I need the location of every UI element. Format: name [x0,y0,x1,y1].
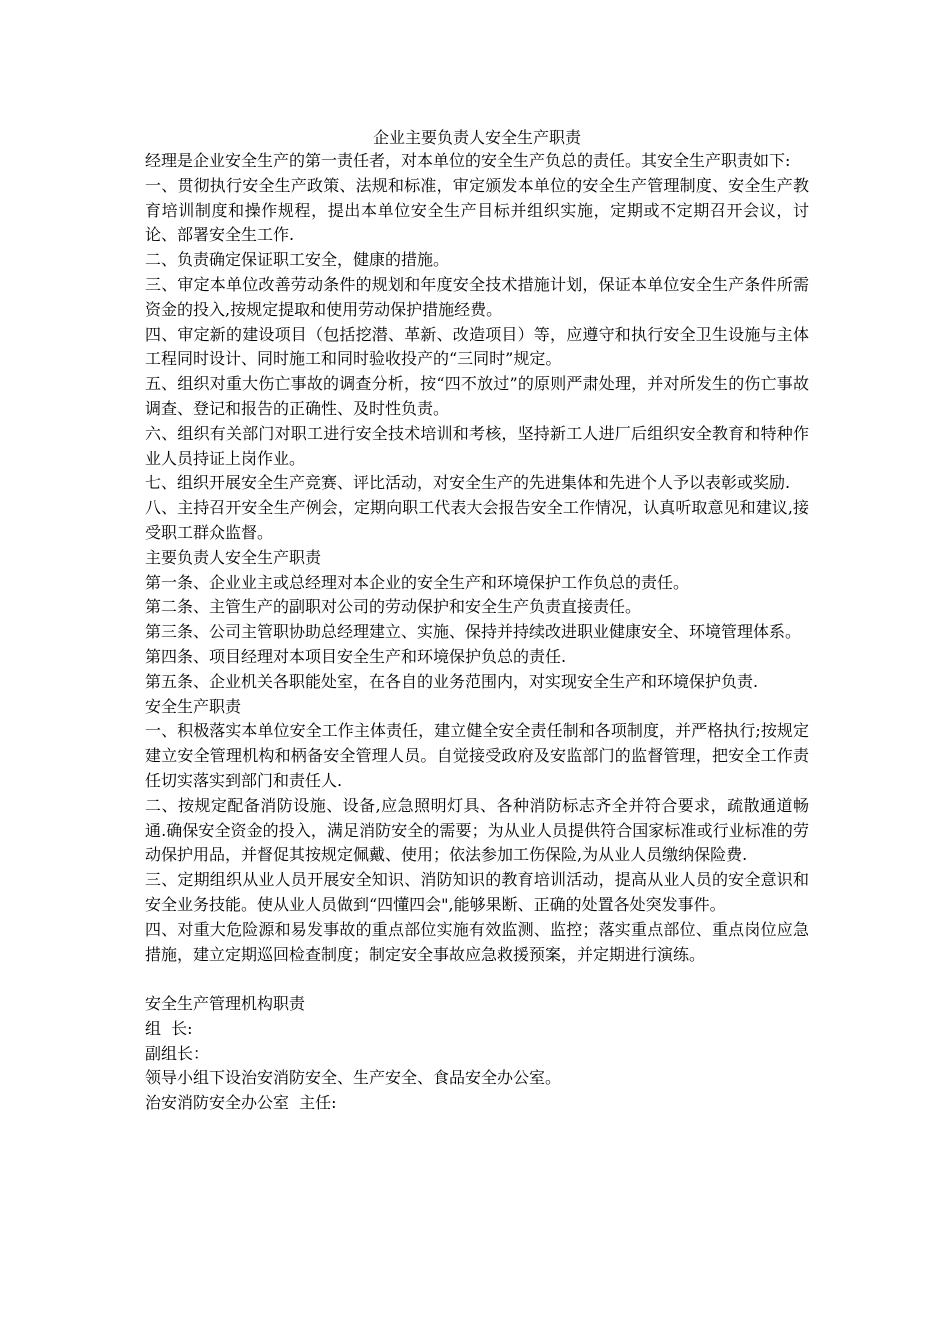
safety-item-4: 四、对重大危险源和易发事故的重点部位实施有效监测、监控；落实重点部位、重点岗位应急措施，建立定期巡回检查制度；制定安全事故应急救援预案，并定期进行演练。 [145,919,809,964]
article-3: 第三条、公司主管职协助总经理建立、实施、保持并持续改进职业健康安全、环境管理体系。 [145,622,802,642]
article-4: 第四条、项目经理对本项目安全生产和环境保护负总的责任. [145,646,567,666]
document-page [145,127,809,1116]
intro-paragraph: 经理是企业安全生产的第一责任者，对本单位的安全生产负总的责任。其安全生产职责如下: [145,151,791,170]
org-line-offices: 领导小组下设治安消防安全、生产安全、食品安全办公室。 [145,1068,562,1088]
duty-item-3: 三、审定本单位改善劳动条件的规划和年度安全技术措施计划，保证本单位安全生产条件所需资金的投入,按规定提取和使用劳动保护措施经费。 [145,274,809,319]
duty-item-7: 七、组织开展安全生产竞赛、评比活动，对安全生产的先进集体和先进个人予以表彰或奖励. [145,473,791,493]
article-5: 第五条、企业机关各职能处室，在各自的业务范围内，对实现安全生产和环境保护负责. [145,671,759,691]
org-line-deputy: 副组长： [145,1043,210,1063]
section-heading-safety: 安全生产职责 [145,696,242,716]
duty-item-4: 四、审定新的建设项目（包括挖潜、革新、改造项目）等，应遵守和执行安全卫生设施与主体工程同时设计、同时施工和同时验收投产的“三同时”规定。 [145,324,809,369]
safety-item-1: 一、积极落实本单位安全工作主体责任，建立健全安全责任制和各项制度，并严格执行;按规定建立安全管理机构和柄备安全管理人员。自觉接受政府及安监部门的监督管理，把安全工作责任切实落实到部门和责任人. [145,721,809,790]
duty-item-1: 一、贯彻执行安全生产政策、法规和标准，审定颁发本单位的安全生产管理制度、安全生产教育培训制度和操作规程，提出本单位安全生产目标并组织实施，定期或不定期召开会议，讨论、部署安全生工作. [145,175,809,245]
article-1: 第一条、企业业主或总经理对本企业的安全生产和环境保护工作负总的责任。 [145,572,690,592]
document-title: 企业主要负责人安全生产职责 [372,128,581,147]
safety-item-2: 二、按规定配备消防设施、设备,应急照明灯具、各种消防标志齐全并符合要求，疏散通道畅通.确保安全资金的投入，满足消防安全的需要；为从业人员提供符合国家标准或行业标准的劳动保护用品，并督促其按规定佩戴、使用；依法参加工伤保险,为从业人员缴纳保险费. [145,795,809,865]
duty-item-6: 六、组织有关部门对职工进行安全技术培训和考核，坚持新工人进厂后组织安全教育和特种作业人员持证上岗作业。 [145,423,809,468]
blank-line [145,967,809,992]
duty-item-5: 五、组织对重大伤亡事故的调查分析，按“四不放过”的原则严肃处理，并对所发生的伤亡事故调查、登记和报告的正确性、及时性负责。 [145,374,809,418]
duty-item-8: 八、主持召开安全生产例会，定期向职工代表大会报告安全工作情况，认真听取意见和建议,接受职工群众监督。 [145,498,809,542]
section-heading-organization: 安全生产管理机构职责 [145,994,306,1014]
duty-item-2: 二、负责确定保证职工安全，健康的措施。 [145,250,450,270]
section-heading-principal: 主要负责人安全生产职责 [145,547,322,567]
org-line-leader: 组 长: [145,1018,193,1038]
article-2: 第二条、主管生产的副职对公司的劳动保护和安全生产负责直接责任。 [145,597,642,617]
safety-item-3: 三、定期组织从业人员开展安全知识、消防知识的教育培训活动，提高从业人员的安全意识和安全业务技能。使从业人员做到“四懂四会",能够果断、正确的处置各处突发事件。 [145,870,809,914]
org-line-fire-office: 治安消防安全办公室 主任: [145,1093,337,1113]
